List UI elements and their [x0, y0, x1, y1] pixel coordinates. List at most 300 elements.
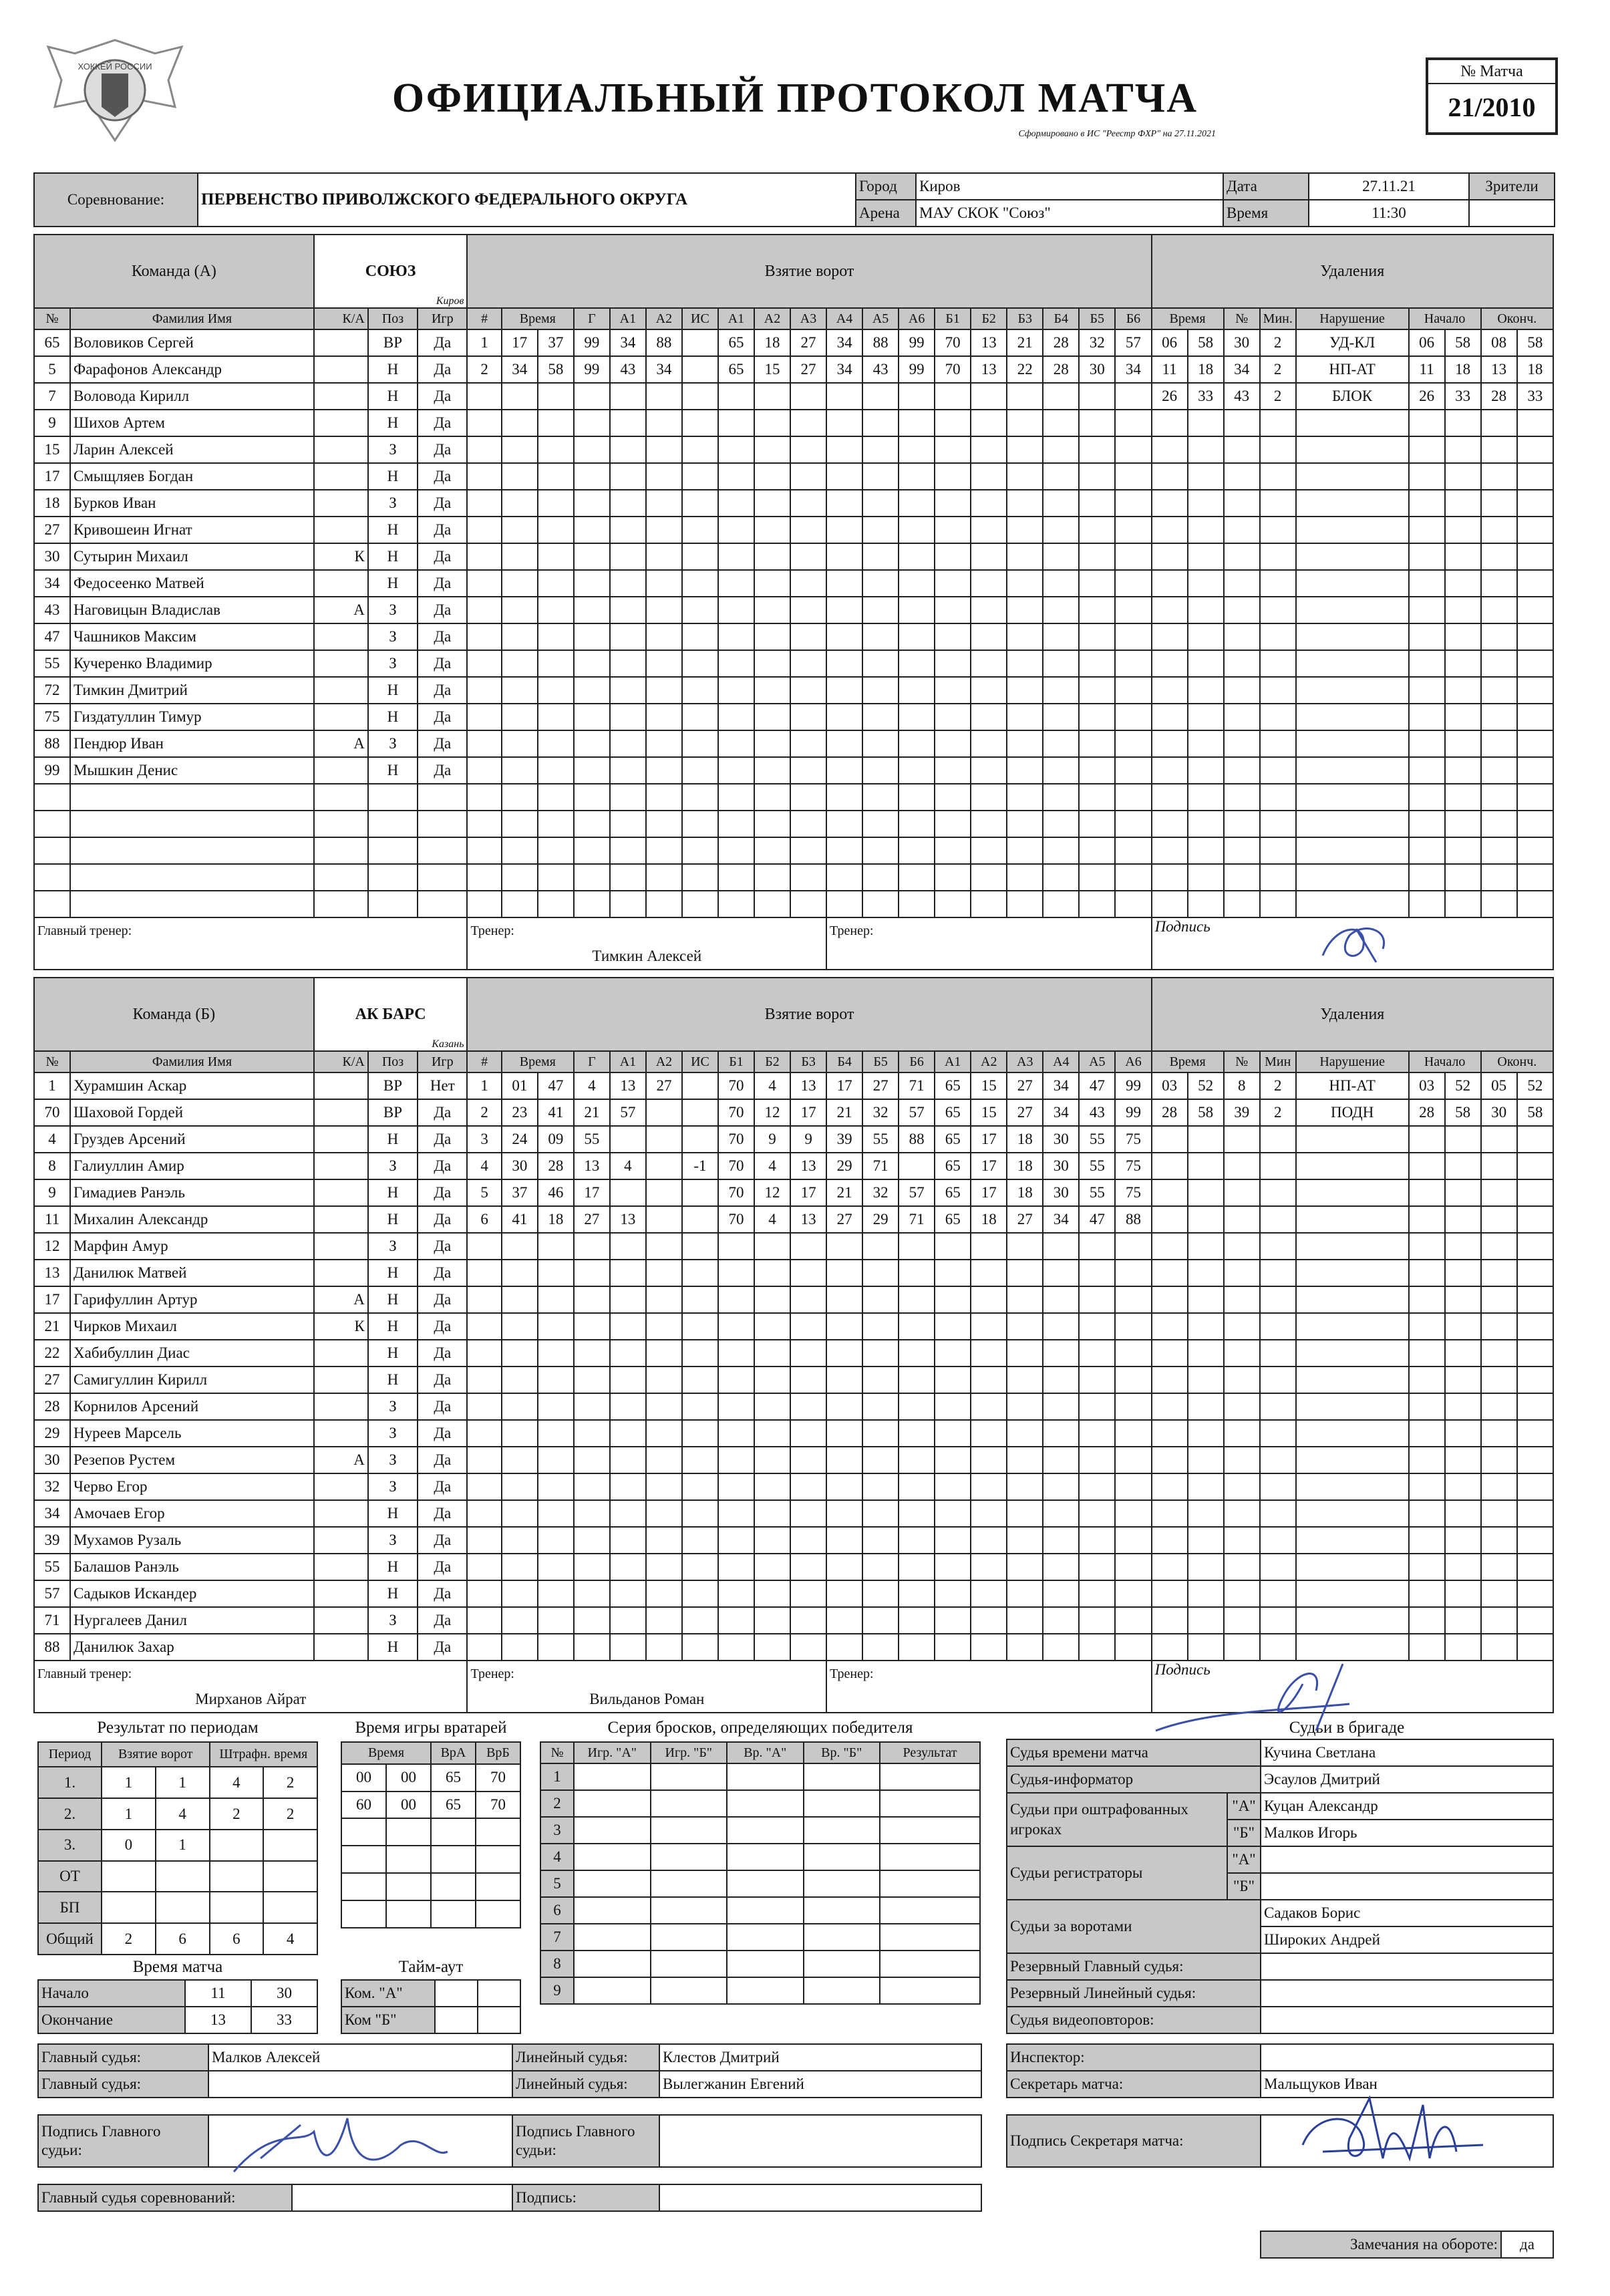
federation-logo [35, 27, 195, 160]
period-cell: 3. [38, 1830, 102, 1861]
goal-cell: 99 [574, 329, 610, 356]
penalty-cell [1152, 410, 1188, 436]
goal-cell [610, 597, 646, 623]
goal-cell: 09 [538, 1126, 574, 1153]
penalty-cell [1517, 597, 1553, 623]
goal-cell [754, 1554, 790, 1580]
goal-cell [682, 1554, 718, 1580]
time-value: 11:30 [1309, 200, 1469, 227]
penalty-cell [1152, 623, 1188, 650]
goal-cell [971, 704, 1007, 730]
penalty-cell [1296, 730, 1409, 757]
team_b-col-ptime: Время [1152, 1051, 1224, 1072]
goal-cell [1043, 1554, 1079, 1580]
player-played: Да [418, 1527, 467, 1554]
player-captain [314, 1340, 368, 1367]
team_b-player-row [34, 1233, 1553, 1260]
goal-cell [1043, 650, 1079, 677]
goal-cell [1115, 1634, 1151, 1661]
goal-cell [610, 891, 646, 917]
goal-cell [1007, 757, 1043, 784]
goal-cell: 27 [790, 329, 826, 356]
goal-cell [1043, 1527, 1079, 1554]
goal-cell [574, 1500, 610, 1527]
goal-cell [467, 864, 501, 891]
goal-cell [862, 811, 899, 837]
player-name: Воловиков Сергей [70, 329, 314, 356]
goal-cell [754, 1313, 790, 1340]
penalty-cell [1224, 784, 1260, 811]
goal-cell [502, 1500, 538, 1527]
goal-cell: 34 [826, 329, 862, 356]
period-cell: 2 [210, 1798, 264, 1830]
team_a-head-coach [34, 944, 467, 970]
player-number: 88 [34, 1634, 70, 1661]
period-results-title: Результат по периодам [97, 1719, 259, 1737]
match-number-label: № Матча [1428, 60, 1555, 84]
goal-cell: 70 [718, 1153, 754, 1179]
goal-cell [538, 891, 574, 917]
penalty-cell [1188, 1473, 1224, 1500]
goal-cell [1079, 436, 1115, 463]
team_a-player-row [34, 570, 1553, 597]
penalty-cell [1517, 650, 1553, 677]
player-name: Пендюр Иван [70, 730, 314, 757]
goal-cell [467, 570, 501, 597]
goal-cell [610, 837, 646, 864]
penalty-cell [1296, 704, 1409, 730]
penalty-cell: 33 [1517, 383, 1553, 410]
goal-cell [1079, 1634, 1115, 1661]
team_b-penalties-title: Удаления [1152, 978, 1553, 1051]
penalty-cell [1409, 1340, 1445, 1367]
match-start-label: Начало [38, 1980, 185, 2007]
player-captain [314, 1126, 368, 1153]
goal-cell [899, 1393, 935, 1420]
goal-cell [467, 1367, 501, 1393]
goal-cell [502, 730, 538, 757]
penalty-cell [1481, 410, 1517, 436]
goal-cell: 70 [935, 329, 971, 356]
player-position: Н [368, 704, 418, 730]
goal-cell [1007, 1554, 1043, 1580]
player-played: Да [418, 1126, 467, 1153]
player-position: З [368, 597, 418, 623]
goal-cell [574, 597, 610, 623]
goal-cell [682, 677, 718, 704]
goal-cell [1115, 1473, 1151, 1500]
goal-cell [971, 1393, 1007, 1420]
goal-cell [1007, 517, 1043, 543]
match-start-minute: 30 [251, 1980, 317, 2007]
goal-cell [502, 623, 538, 650]
shootout-row-number: 7 [540, 1924, 574, 1951]
goal-cell [862, 463, 899, 490]
goal-cell [467, 1527, 501, 1554]
goal-cell [899, 597, 935, 623]
team_b-player-row [34, 1286, 1553, 1313]
goal-cell [682, 490, 718, 517]
goal-cell: 55 [1079, 1179, 1115, 1206]
player-played: Да [418, 356, 467, 383]
inspector [1261, 2044, 1553, 2071]
penalty-cell [1260, 436, 1296, 463]
penalty-cell [1224, 517, 1260, 543]
player-captain [314, 383, 368, 410]
player-number: 57 [34, 1580, 70, 1607]
goal-cell [1079, 1420, 1115, 1447]
player-played [418, 891, 467, 917]
goal-cell [610, 811, 646, 837]
goal-cell [899, 677, 935, 704]
team_b-name-cell [314, 978, 468, 1051]
penalty-cell: 03 [1409, 1072, 1445, 1099]
goal-cell [718, 730, 754, 757]
team_a-player-row [34, 837, 1553, 864]
penalty-cell [1409, 837, 1445, 864]
shootout-row [540, 1790, 980, 1817]
player-name: Кривошеин Игнат [70, 517, 314, 543]
penalty-cell [1188, 1554, 1224, 1580]
penalty-cell [1445, 1527, 1481, 1554]
penalty-cell [1445, 1286, 1481, 1313]
goal-cell [646, 784, 682, 811]
goal-cell: 2 [467, 1099, 501, 1126]
goal-cell [682, 410, 718, 436]
player-played: Да [418, 1340, 467, 1367]
goal-cell [862, 1367, 899, 1393]
goal-cell [538, 597, 574, 623]
goal-cell [646, 757, 682, 784]
penalty-cell [1481, 1554, 1517, 1580]
team_b-col-g: Г [574, 1051, 610, 1072]
penalty-cell [1445, 490, 1481, 517]
goal-cell [502, 1313, 538, 1340]
goal-cell [790, 463, 826, 490]
goal-cell [467, 811, 501, 837]
penalty-cell [1188, 1233, 1224, 1260]
goal-cell [790, 436, 826, 463]
penalty-cell: БЛОК [1296, 383, 1409, 410]
goal-cell [1115, 677, 1151, 704]
player-position: Н [368, 1286, 418, 1313]
goal-cell [1115, 1527, 1151, 1554]
player-position: З [368, 1527, 418, 1554]
goal-cell: 13 [790, 1153, 826, 1179]
goal-cell [1115, 1393, 1151, 1420]
goal-cell [718, 1340, 754, 1367]
player-number [34, 837, 70, 864]
goal-cell [646, 677, 682, 704]
team_a-player-row [34, 811, 1553, 837]
goal-cell [754, 597, 790, 623]
goal-cell [826, 1473, 862, 1500]
goal-cell [682, 623, 718, 650]
goal-cell: 13 [790, 1072, 826, 1099]
goal-cell [754, 677, 790, 704]
player-captain [314, 1527, 368, 1554]
goal-cell: 70 [718, 1179, 754, 1206]
goal-cell [574, 1367, 610, 1393]
goal-cell [1007, 463, 1043, 490]
goal-cell [538, 704, 574, 730]
goal-cell [682, 730, 718, 757]
goal-cell [826, 1554, 862, 1580]
team_b-player-row [34, 1447, 1553, 1473]
team_b-col-name: Фамилия Имя [70, 1051, 314, 1072]
team_b-col-on3: Б3 [790, 1051, 826, 1072]
goalie-row [341, 1764, 520, 1791]
penalty-cell [1445, 1233, 1481, 1260]
goal-cell [467, 677, 501, 704]
goal-cell: 15 [971, 1072, 1007, 1099]
goal-cell [467, 597, 501, 623]
team_a-coach-label: Тренер: [467, 917, 826, 944]
goal-cell [826, 623, 862, 650]
goal-cell [682, 650, 718, 677]
player-captain [314, 463, 368, 490]
goal-cell [646, 1313, 682, 1340]
goal-cell [899, 490, 935, 517]
goal-cell: 24 [502, 1126, 538, 1153]
shootout-row [540, 1763, 980, 1790]
goal-cell [790, 1607, 826, 1634]
penalty-cell: 52 [1517, 1072, 1553, 1099]
remarks-value: да [1501, 2231, 1553, 2258]
goal-cell [718, 757, 754, 784]
goal-cell [682, 1179, 718, 1206]
penalty-cell [1224, 891, 1260, 917]
penalty-cell [1188, 1340, 1224, 1367]
penalty-cell [1517, 1153, 1553, 1179]
goal-cell [1079, 410, 1115, 436]
goal-cell [1007, 1393, 1043, 1420]
penalty-cell [1260, 463, 1296, 490]
goal-cell [1115, 757, 1151, 784]
goal-cell [718, 650, 754, 677]
player-captain [314, 1179, 368, 1206]
goal-cell [935, 1527, 971, 1554]
goal-cell [502, 1260, 538, 1286]
penalty-cell [1260, 730, 1296, 757]
penalty-cell [1296, 1473, 1409, 1500]
player-played: Да [418, 730, 467, 757]
team_b-player-row [34, 1500, 1553, 1527]
goal-cell: 27 [1007, 1072, 1043, 1099]
player-position: ВР [368, 329, 418, 356]
goal-cell [790, 650, 826, 677]
goal-cell: 71 [862, 1153, 899, 1179]
goal-cell [971, 757, 1007, 784]
goal-cell [862, 1527, 899, 1554]
penalty-cell [1188, 543, 1224, 570]
goal-cell [790, 410, 826, 436]
goal-cell [1043, 1367, 1079, 1393]
goal-judge-1: Садаков Борис [1261, 1900, 1553, 1926]
player-name: Гарифуллин Артур [70, 1286, 314, 1313]
sign-head-referee-2-label: Подпись Главного судьи: [512, 2115, 659, 2167]
goal-cell: 65 [935, 1179, 971, 1206]
goal-cell [826, 650, 862, 677]
player-position: Н [368, 1206, 418, 1233]
goal-cell [718, 1420, 754, 1447]
penalty-cell [1481, 1179, 1517, 1206]
player-name: Корнилов Арсений [70, 1393, 314, 1420]
goal-cell: 17 [574, 1179, 610, 1206]
goal-cell [538, 677, 574, 704]
team_a-col-is: ИС [682, 308, 718, 329]
player-name: Бурков Иван [70, 490, 314, 517]
player-played: Да [418, 410, 467, 436]
team_b-city: Казань [432, 1038, 464, 1050]
penalty-cell [1188, 436, 1224, 463]
penalty-cell: 06 [1152, 329, 1188, 356]
player-name: Воловода Кирилл [70, 383, 314, 410]
goal-cell [754, 490, 790, 517]
penalty-cell [1409, 1126, 1445, 1153]
player-position: Н [368, 1500, 418, 1527]
team_a-col-pos: Поз [368, 308, 418, 329]
goal-cell [1043, 704, 1079, 730]
goal-cell: 88 [899, 1126, 935, 1153]
goal-cell [1007, 543, 1043, 570]
shootout-row-number: 9 [540, 1977, 574, 2004]
goal-cell [574, 730, 610, 757]
player-captain [314, 784, 368, 811]
team_b-col-pos: Поз [368, 1051, 418, 1072]
player-played: Да [418, 1260, 467, 1286]
goal-cell [1043, 410, 1079, 436]
goal-cell [718, 891, 754, 917]
team_a-player-row [34, 677, 1553, 704]
goal-cell [862, 1260, 899, 1286]
penalty-cell [1481, 1233, 1517, 1260]
goal-cell: 46 [538, 1179, 574, 1206]
goal-cell: 27 [574, 1206, 610, 1233]
team_b-col-off4: А4 [1043, 1051, 1079, 1072]
goal-cell [1115, 784, 1151, 811]
protocol-title: ОФИЦИАЛЬНЫЙ ПРОТОКОЛ МАТЧА [391, 76, 1198, 121]
goal-cell [610, 1260, 646, 1286]
goal-cell [935, 1313, 971, 1340]
penalty-cell [1481, 1126, 1517, 1153]
goal-cell [467, 383, 501, 410]
reserve-line-judge-label: Резервный Линейный судья: [1007, 1980, 1261, 2007]
goal-cell [790, 704, 826, 730]
player-name: Галиуллин Амир [70, 1153, 314, 1179]
penalty-cell [1481, 811, 1517, 837]
goal-cell [935, 1340, 971, 1367]
penalty-cell [1296, 784, 1409, 811]
period-cell [102, 1861, 156, 1892]
goal-cell [862, 383, 899, 410]
penalty-cell [1224, 1206, 1260, 1233]
penalty-cell [1517, 1580, 1553, 1607]
goal-cell [1079, 623, 1115, 650]
penalty-cell [1481, 650, 1517, 677]
penalty-cell [1409, 864, 1445, 891]
penalty-cell [1517, 1500, 1553, 1527]
goal-cell [754, 1447, 790, 1473]
goal-cell [502, 543, 538, 570]
goal-cell [935, 1447, 971, 1473]
penalty-cell: 43 [1224, 383, 1260, 410]
goal-cell [1115, 1340, 1151, 1367]
player-position: Н [368, 410, 418, 436]
goal-cell [682, 1367, 718, 1393]
goalie-cell: 00 [386, 1764, 431, 1791]
penalty-cell [1481, 1260, 1517, 1286]
goal-cell [1079, 1367, 1115, 1393]
penalty-cell [1409, 1580, 1445, 1607]
penalty-cell [1517, 811, 1553, 837]
goal-cell [971, 811, 1007, 837]
goal-cell [1007, 1607, 1043, 1634]
registrar-b-label: "Б" [1227, 1873, 1261, 1900]
team_b-col-off5: А5 [1079, 1051, 1115, 1072]
period-cell [156, 1892, 210, 1923]
match-start-hour: 11 [185, 1980, 251, 2007]
goal-cell [899, 1260, 935, 1286]
goal-cell [574, 677, 610, 704]
goal-cell [467, 1580, 501, 1607]
penalty-cell [1188, 1286, 1224, 1313]
goal-cell: 55 [862, 1126, 899, 1153]
player-played: Да [418, 1206, 467, 1233]
goal-cell [899, 1367, 935, 1393]
player-played: Да [418, 1179, 467, 1206]
goal-cell [754, 757, 790, 784]
team_b-player-row [34, 1367, 1553, 1393]
penalty-cell [1188, 463, 1224, 490]
penalty-cell [1517, 784, 1553, 811]
shootout-row [540, 1870, 980, 1897]
period-cell: 1 [156, 1767, 210, 1798]
goal-cell: 4 [754, 1206, 790, 1233]
goal-cell [538, 1447, 574, 1473]
team_b-col-pvio: Нарушение [1296, 1051, 1409, 1072]
penalty-cell [1445, 784, 1481, 811]
penalty-cell [1445, 1554, 1481, 1580]
penalty-cell: 30 [1224, 329, 1260, 356]
penalty-cell [1224, 1634, 1260, 1661]
penalty-cell [1224, 864, 1260, 891]
penalty-cell [1296, 1126, 1409, 1153]
period-cell: 6 [156, 1923, 210, 1955]
penalty-cell [1445, 543, 1481, 570]
match-info [33, 172, 1554, 226]
penalty-cell [1224, 490, 1260, 517]
goal-cell [826, 436, 862, 463]
goal-cell [610, 1420, 646, 1447]
goal-cell [1079, 1580, 1115, 1607]
goal-cell [754, 383, 790, 410]
goal-cell [538, 1286, 574, 1313]
goal-cell [1115, 383, 1151, 410]
penalty-cell [1445, 1126, 1481, 1153]
goal-cell [502, 1634, 538, 1661]
period-cell: 4 [156, 1798, 210, 1830]
goal-cell [574, 1313, 610, 1340]
penalty-cell [1188, 864, 1224, 891]
team_b-sign-label: Подпись [1154, 1661, 1211, 1678]
goal-cell [754, 891, 790, 917]
penalty-cell [1517, 1126, 1553, 1153]
goal-cell [682, 1206, 718, 1233]
player-position: Н [368, 1179, 418, 1206]
goal-cell [682, 1313, 718, 1340]
penalty-cell [1517, 1286, 1553, 1313]
